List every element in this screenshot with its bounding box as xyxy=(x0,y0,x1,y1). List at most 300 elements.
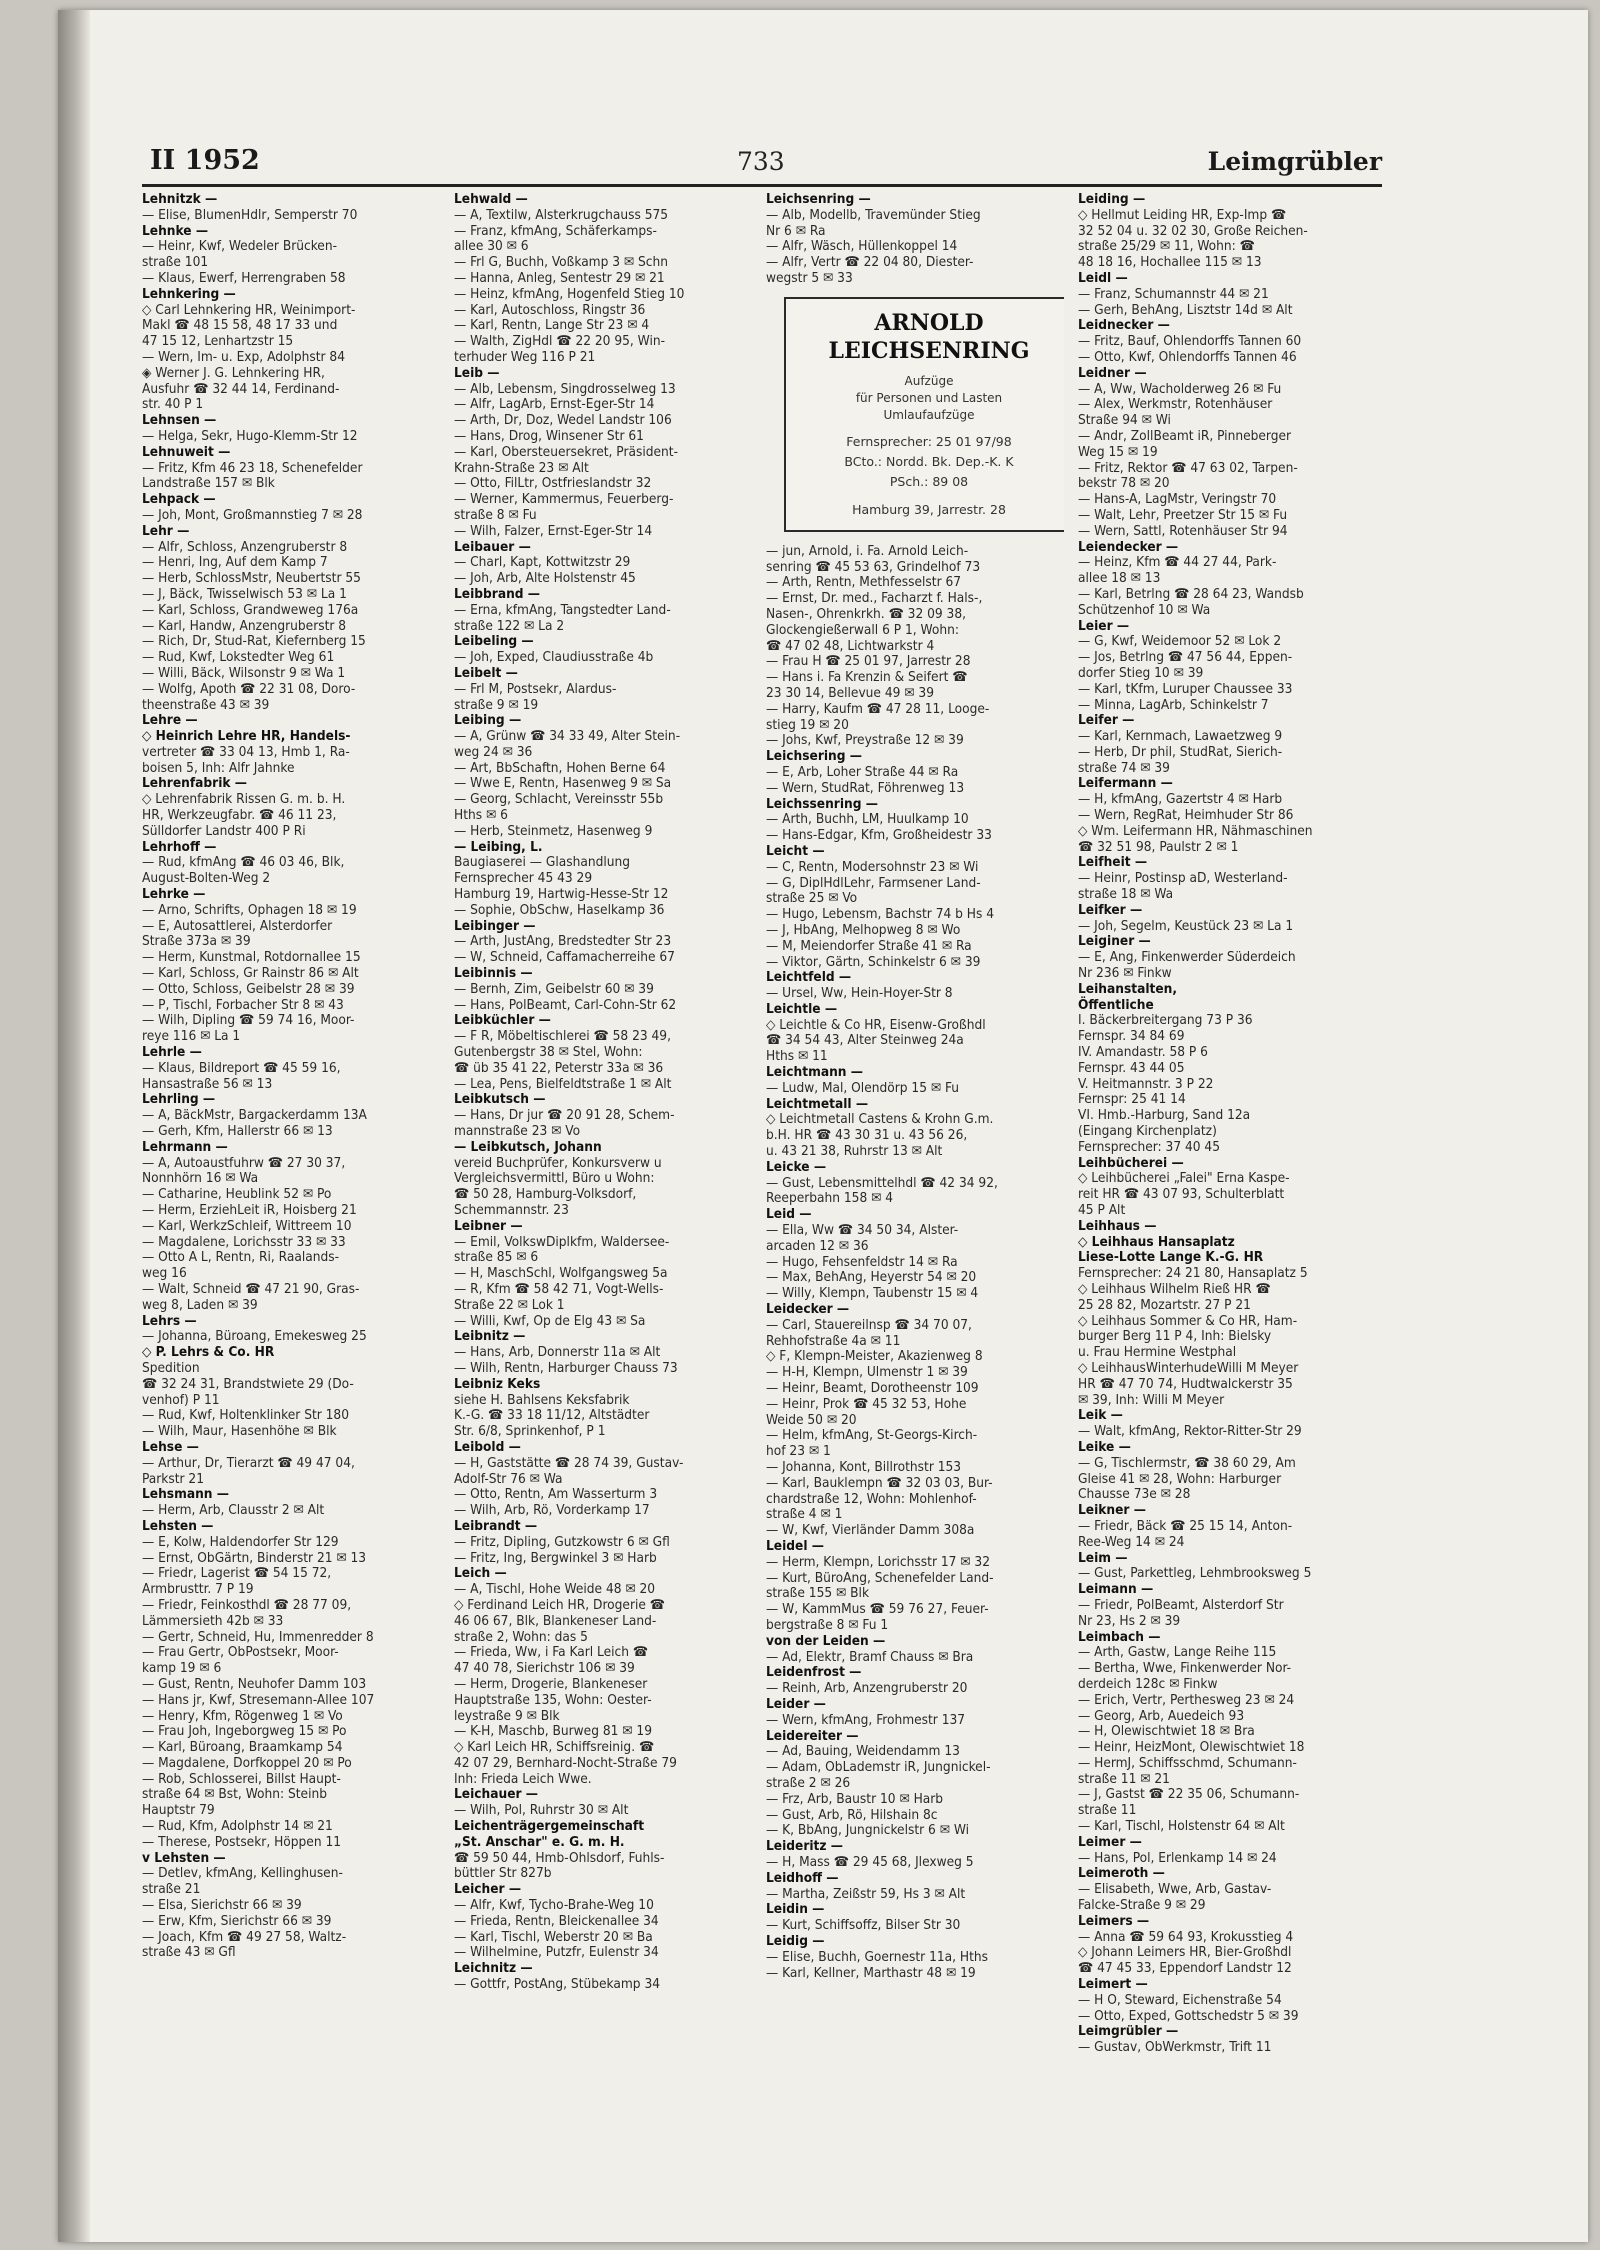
page-number: 733 xyxy=(737,147,785,176)
directory-line: — Hans i. Fa Krenzin & Seifert ☎ xyxy=(766,669,968,686)
directory-line: — Hans, Arb, Donnerstr 11a ✉ Alt xyxy=(454,1344,661,1361)
directory-line: — Hans-A, LagMstr, Veringstr 70 xyxy=(1078,491,1277,508)
directory-line: — Friedr, Feinkosthdl ☎ 28 77 09, xyxy=(142,1596,352,1613)
directory-line: — G, Kwf, Weidemoor 52 ✉ Lok 2 xyxy=(1078,633,1282,650)
directory-line: — Johanna, Kont, Billrothstr 153 xyxy=(766,1459,962,1475)
directory-line: — Walt, kfmAng, Rektor-Ritter-Str 29 xyxy=(1078,1423,1302,1440)
directory-line: b.H. HR ☎ 43 30 31 u. 43 56 26, xyxy=(766,1127,968,1144)
directory-line: — W, Schneid, Caffamacherreihe 67 xyxy=(454,949,675,966)
directory-line: — G, DiplHdlLehr, Farmsener Land- xyxy=(766,874,981,891)
directory-line: 47 40 78, Sierichstr 106 ✉ 39 xyxy=(454,1660,635,1677)
directory-line: ◇ Wm. Leifermann HR, Nähmaschinen xyxy=(1078,822,1313,839)
directory-line: ◇ Heinrich Lehre HR, Handels- xyxy=(142,728,351,745)
directory-line: straße 25 ✉ Vo xyxy=(766,890,858,907)
directory-line: — Karl, Schloss, Gr Rainstr 86 ✉ Alt xyxy=(142,965,359,982)
directory-line: Leibinnis — xyxy=(454,965,533,982)
directory-line: ☎ üb 35 41 22, Peterstr 33a ✉ 36 xyxy=(454,1059,664,1076)
directory-line: Leibnitz — xyxy=(454,1328,526,1345)
directory-line: Leidner — xyxy=(1078,364,1147,381)
directory-line: Leich — xyxy=(454,1565,507,1582)
directory-line: ☎ 32 51 98, Paulstr 2 ✉ 1 xyxy=(1078,838,1239,855)
directory-line: — Gerh, BehAng, Lisztstr 14d ✉ Alt xyxy=(1078,301,1293,318)
directory-line: — Catharine, Heublink 52 ✉ Po xyxy=(142,1186,332,1203)
directory-line: — Gustav, ObWerkmstr, Trift 11 xyxy=(1078,2039,1272,2056)
directory-line: — Ad, Bauing, Weidendamm 13 xyxy=(766,1743,960,1760)
directory-line: Leidereiter — xyxy=(766,1727,859,1744)
directory-line: — Helga, Sekr, Hugo-Klemm-Str 12 xyxy=(142,427,358,444)
ad-address: Hamburg 39, Jarrestr. 28 xyxy=(852,501,1006,517)
directory-line: Öffentliche xyxy=(1078,996,1154,1013)
directory-line: mannstraße 23 ✉ Vo xyxy=(454,1123,581,1140)
directory-line: — Karl, Obersteuersekret, Präsident- xyxy=(454,443,678,460)
column-1 xyxy=(142,192,440,2072)
directory-line: — Johanna, Büroang, Emekesweg 25 xyxy=(142,1328,367,1345)
directory-line: — E, Arb, Loher Straße 44 ✉ Ra xyxy=(766,763,959,780)
directory-line: Straße 373a ✉ 39 xyxy=(142,933,251,950)
directory-line: — Magdalene, Dorfkoppel 20 ✉ Po xyxy=(142,1754,352,1771)
directory-line: — Hugo, Fehsenfeldstr 14 ✉ Ra xyxy=(766,1253,958,1270)
directory-line: derdeich 128c ✉ Finkw xyxy=(1078,1675,1218,1692)
directory-line: reye 116 ✉ La 1 xyxy=(142,1028,241,1045)
directory-line: — Arno, Schrifts, Ophagen 18 ✉ 19 xyxy=(142,901,357,918)
directory-line: — Alfr, Kwf, Tycho-Brahe-Weg 10 xyxy=(454,1897,654,1914)
directory-line: Baugiaserei — Glashandlung xyxy=(454,854,631,871)
directory-line: — Erich, Vertr, Perthesweg 23 ✉ 24 xyxy=(1078,1691,1295,1708)
directory-line: — Karl, Autoschloss, Ringstr 36 xyxy=(454,301,646,318)
directory-line: ◇ Lehrenfabrik Rissen G. m. b. H. xyxy=(142,791,346,808)
directory-line: — Rud, Kfm, Adolphstr 14 ✉ 21 xyxy=(142,1818,333,1835)
directory-line: Weg 15 ✉ 19 xyxy=(1078,443,1158,460)
directory-line: Ree-Weg 14 ✉ 24 xyxy=(1078,1533,1185,1550)
directory-line: — Heinr, Kwf, Wedeler Brücken- xyxy=(142,238,338,255)
directory-line: — Fritz, Dipling, Gutzkowstr 6 ✉ Gfl xyxy=(454,1533,670,1550)
directory-line: boisen 5, Inh: Alfr Jahnke xyxy=(142,759,295,776)
directory-line: Leidel — xyxy=(766,1537,825,1554)
directory-line: Leibeling — xyxy=(454,633,534,650)
directory-line: — Herm, Drogerie, Blankeneser xyxy=(454,1675,648,1692)
directory-line: Leim — xyxy=(1078,1549,1128,1566)
directory-line: — Adam, ObLademstr iR, Jungnickel- xyxy=(766,1759,991,1776)
directory-line: straße 43 ✉ Gfl xyxy=(142,1944,236,1961)
directory-line: — Fritz, Kfm 46 23 18, Schenefelder xyxy=(142,459,363,476)
directory-line: — Kurt, BüroAng, Schenefelder Land- xyxy=(766,1569,994,1586)
directory-line: Lehnkering — xyxy=(142,285,236,302)
directory-line: Adolf-Str 76 ✉ Wa xyxy=(454,1470,563,1487)
directory-line: — Anna ☎ 59 64 93, Krokusstieg 4 xyxy=(1078,1928,1294,1945)
directory-line: vertreter ☎ 33 04 13, Hmb 1, Ra- xyxy=(142,743,350,760)
directory-line: Fernspr. 34 84 69 xyxy=(1078,1028,1185,1045)
directory-line: — Gust, Arb, Rö, Hilshain 8c xyxy=(766,1806,938,1823)
directory-line: Fernsprecher 45 43 29 xyxy=(454,870,593,887)
directory-line: — Alb, Modellb, Travemünder Stieg xyxy=(766,206,981,223)
directory-line: — Franz, kfmAng, Schäferkamps- xyxy=(454,222,657,239)
header-volume-year: II 1952 xyxy=(150,145,260,176)
directory-line: — Wolfg, Apoth ☎ 22 31 08, Doro- xyxy=(142,680,356,697)
directory-line: — Gerh, Kfm, Hallerstr 66 ✉ 13 xyxy=(142,1123,333,1140)
directory-line: — W, Kwf, Vierländer Damm 308a xyxy=(766,1522,975,1539)
directory-line: — Werner, Kammermus, Feuerberg- xyxy=(454,491,674,508)
directory-line: venhof) P 11 xyxy=(142,1391,220,1408)
directory-line: VI. Hmb.-Harburg, Sand 12a xyxy=(1078,1107,1251,1124)
directory-line: wegstr 5 ✉ 33 xyxy=(766,269,853,286)
directory-line: — H O, Steward, Eichenstraße 54 xyxy=(1078,1991,1282,2008)
directory-line: ◇ Carl Lehnkering HR, Weinimport- xyxy=(142,301,356,318)
directory-line: straße 155 ✉ Blk xyxy=(766,1585,870,1602)
directory-line: — Martha, Zeißstr 59, Hs 3 ✉ Alt xyxy=(766,1885,966,1902)
directory-line: — E, Kolw, Haldendorfer Str 129 xyxy=(142,1533,339,1550)
directory-line: — Herm, Arb, Clausstr 2 ✉ Alt xyxy=(142,1502,325,1519)
directory-line: — Max, BehAng, Heyerstr 54 ✉ 20 xyxy=(766,1269,977,1286)
directory-columns xyxy=(142,192,1382,2072)
directory-line: — H, Olewischtwiet 18 ✉ Bra xyxy=(1078,1723,1255,1740)
directory-line: ◇ P. Lehrs & Co. HR xyxy=(142,1344,275,1361)
directory-line: str. 40 P 1 xyxy=(142,396,204,413)
directory-line: straße 9 ✉ 19 xyxy=(454,696,539,713)
directory-line: — H, Mass ☎ 29 45 68, Jlexweg 5 xyxy=(766,1853,974,1870)
directory-line: — Karl, Büroang, Braamkamp 54 xyxy=(142,1739,343,1756)
directory-line: — Wilhelmine, Putzfr, Eulenstr 34 xyxy=(454,1944,659,1961)
directory-line: Leidnecker — xyxy=(1078,317,1170,334)
directory-line: ◇ Leihhaus Hansaplatz xyxy=(1078,1233,1235,1250)
directory-line: — Alfr, Schloss, Anzengruberstr 8 xyxy=(142,538,348,555)
directory-line: 46 06 67, Blk, Blankeneser Land- xyxy=(454,1612,657,1629)
directory-line: straße 4 ✉ 1 xyxy=(766,1506,843,1523)
directory-line: Chausse 73e ✉ 28 xyxy=(1078,1486,1191,1503)
directory-line: — Arth, Buchh, LM, Huulkamp 10 xyxy=(766,811,969,828)
directory-line: Leibinger — xyxy=(454,917,536,934)
ad-name-line-2: LEICHSENRING xyxy=(828,337,1030,364)
directory-line: — Klaus, Ewerf, Herrengraben 58 xyxy=(142,269,346,286)
directory-line: — Friedr, Bäck ☎ 25 15 14, Anton- xyxy=(1078,1517,1293,1534)
directory-line: Leibold — xyxy=(454,1438,521,1455)
directory-line: Vergleichsvermittl, Büro u Wohn: xyxy=(454,1170,655,1187)
directory-line: Leibauer — xyxy=(454,538,531,555)
directory-line: ◇ Leichtmetall Castens & Krohn G.m. xyxy=(766,1111,994,1128)
directory-line: reit HR ☎ 43 07 93, Schulterblatt xyxy=(1078,1186,1285,1203)
directory-line: Landstraße 157 ✉ Blk xyxy=(142,475,275,492)
directory-line: — Harry, Kaufm ☎ 47 28 11, Looge- xyxy=(766,700,990,717)
directory-line: Straße 22 ✉ Lok 1 xyxy=(454,1296,565,1313)
directory-line: von der Leiden — xyxy=(766,1632,886,1649)
header-rule xyxy=(142,184,1382,187)
column-3-top-entries xyxy=(766,192,1064,287)
ad-name-line-1: ARNOLD xyxy=(874,309,984,336)
directory-line: — Joh, Exped, Claudiusstraße 4b xyxy=(454,649,654,666)
header-last-entry: Leimgrübler xyxy=(1207,147,1382,176)
directory-line: — Elise, Buchh, Goernestr 11a, Hths xyxy=(766,1948,989,1965)
directory-line: — H-H, Klempn, Ulmenstr 1 ✉ 39 xyxy=(766,1364,968,1381)
ad-bank: BCto.: Nordd. Bk. Dep.-K. K xyxy=(844,453,1014,469)
directory-line: HR ☎ 47 70 74, Hudtwalckerstr 35 xyxy=(1078,1375,1293,1392)
directory-line: Leichtle — xyxy=(766,1000,838,1017)
directory-line: Lehsten — xyxy=(142,1517,214,1534)
column-4 xyxy=(1078,192,1376,2072)
directory-line: Leid — xyxy=(766,1206,812,1223)
column-2 xyxy=(454,192,752,2072)
directory-line: — Otto, Schloss, Geibelstr 28 ✉ 39 xyxy=(142,980,355,997)
directory-line: ☎ 47 02 48, Lichtwarkstr 4 xyxy=(766,637,935,654)
directory-line: 25 28 82, Mozartstr. 27 P 21 xyxy=(1078,1296,1251,1313)
directory-line: 23 30 14, Bellevue 49 ✉ 39 xyxy=(766,684,934,701)
directory-line: — Ella, Ww ☎ 34 50 34, Alster- xyxy=(766,1222,959,1239)
directory-line: Lehnke — xyxy=(142,222,209,239)
directory-line: weg 24 ✉ 36 xyxy=(454,743,533,760)
column-3-bottom-entries xyxy=(766,544,1064,1982)
directory-line: stieg 19 ✉ 20 xyxy=(766,716,849,733)
directory-line: — Andr, ZollBeamt iR, Pinneberger xyxy=(1078,427,1292,444)
directory-line: Makl ☎ 48 15 58, 48 17 33 und xyxy=(142,317,338,334)
directory-line: — Heinr, Beamt, Dorotheenstr 109 xyxy=(766,1380,979,1397)
directory-line: Leideritz — xyxy=(766,1838,844,1855)
directory-line: — Elsa, Sierichstr 66 ✉ 39 xyxy=(142,1897,302,1914)
directory-line: Leibing — xyxy=(454,712,522,729)
directory-line: — Rud, Kwf, Holtenklinker Str 180 xyxy=(142,1407,349,1424)
directory-line: — Wilh, Maur, Hasenhöhe ✉ Blk xyxy=(142,1423,337,1440)
directory-line: — Walt, Schneid ☎ 47 21 90, Gras- xyxy=(142,1280,360,1297)
directory-line: Leik — xyxy=(1078,1407,1123,1424)
directory-line: — Walth, ZigHdl ☎ 22 20 95, Win- xyxy=(454,333,666,350)
directory-line: burger Berg 11 P 4, Inh: Bielsky xyxy=(1078,1328,1272,1345)
directory-line: — Hans, Drog, Winsener Str 61 xyxy=(454,427,644,444)
directory-line: — J, HbAng, Melhopweg 8 ✉ Wo xyxy=(766,921,961,938)
directory-line: straße 11 ✉ 21 xyxy=(1078,1770,1170,1787)
directory-line: straße 11 xyxy=(1078,1802,1137,1819)
directory-line: Leibelt — xyxy=(454,664,518,681)
directory-line: 32 52 04 u. 32 02 30, Große Reichen- xyxy=(1078,222,1308,239)
directory-line: Leikner — xyxy=(1078,1502,1146,1519)
ad-phone: Fernsprecher: 25 01 97/98 xyxy=(846,433,1012,449)
directory-line: ◇ LeihhausWinterhudeWilli M Meyer xyxy=(1078,1359,1299,1376)
directory-line: — Karl, Rentn, Lange Str 23 ✉ 4 xyxy=(454,317,650,334)
directory-line: ◇ Karl Leich HR, Schiffsreinig. ☎ xyxy=(454,1739,655,1756)
directory-line: — R, Kfm ☎ 58 42 71, Vogt-Wells- xyxy=(454,1280,664,1297)
directory-line: hof 23 ✉ 1 xyxy=(766,1443,831,1460)
directory-line: — M, Meiendorfer Straße 41 ✉ Ra xyxy=(766,937,972,954)
directory-line: Leibrandt — xyxy=(454,1517,538,1534)
directory-line: Lehrmann — xyxy=(142,1138,228,1155)
directory-line: — Rob, Schlosserei, Billst Haupt- xyxy=(142,1770,341,1787)
directory-line: — F R, Möbeltischlerei ☎ 58 23 49, xyxy=(454,1028,671,1045)
directory-line: — Arthur, Dr, Tierarzt ☎ 49 47 04, xyxy=(142,1454,355,1471)
directory-line: ☎ 59 50 44, Hmb-Ohlsdorf, Fuhls- xyxy=(454,1849,665,1866)
directory-line: Lehnitzk — xyxy=(142,192,218,207)
directory-page xyxy=(58,10,1588,2242)
directory-line: Leiendecker — xyxy=(1078,538,1179,555)
directory-line: — Art, BbSchaftn, Hohen Berne 64 xyxy=(454,759,666,776)
directory-line: — Frau Gertr, ObPostsekr, Moor- xyxy=(142,1644,339,1661)
directory-line: — Arth, Rentn, Methfesselstr 67 xyxy=(766,574,962,591)
ad-subtitle-1: Aufzüge xyxy=(904,373,954,388)
directory-line: Leibniz Keks xyxy=(454,1375,541,1392)
directory-line: — A, Autoaustfuhrw ☎ 27 30 37, xyxy=(142,1154,346,1171)
directory-line: — Joh, Arb, Alte Holstenstr 45 xyxy=(454,570,636,587)
directory-line: — Herm, ErziehLeit iR, Hoisberg 21 xyxy=(142,1202,357,1218)
directory-line: — Herb, Steinmetz, Hasenweg 9 xyxy=(454,822,653,839)
directory-line: ☎ 32 24 31, Brandstwiete 29 (Do- xyxy=(142,1375,354,1392)
directory-line: — Wern, StudRat, Föhrenweg 13 xyxy=(766,779,965,796)
directory-line: — C, Rentn, Modersohnstr 23 ✉ Wi xyxy=(766,858,979,875)
directory-line: — Ad, Elektr, Bramf Chauss ✉ Bra xyxy=(766,1648,974,1665)
directory-line: — Therese, Postsekr, Höppen 11 xyxy=(142,1833,342,1850)
directory-line: ◇ Johann Leimers HR, Bier-Großhdl xyxy=(1078,1944,1292,1961)
directory-line: — Wern, kfmAng, Frohmestr 137 xyxy=(766,1711,966,1728)
directory-line: — Ernst, Dr. med., Facharzt f. Hals-, xyxy=(766,590,983,607)
directory-line: — Charl, Kapt, Kottwitzstr 29 xyxy=(454,554,631,571)
directory-line: — jun, Arnold, i. Fa. Arnold Leich- xyxy=(766,542,969,559)
directory-line: — J, Gastst ☎ 22 35 06, Schumann- xyxy=(1078,1786,1300,1803)
directory-line: Lehrle — xyxy=(142,1044,202,1061)
directory-line: Spedition xyxy=(142,1359,200,1376)
directory-line: Leibbrand — xyxy=(454,585,541,602)
directory-line: Leimers — xyxy=(1078,1912,1150,1929)
directory-line: ☎ 47 45 33, Eppendorf Landstr 12 xyxy=(1078,1960,1292,1977)
directory-line: — Frz, Arb, Baustr 10 ✉ Harb xyxy=(766,1790,944,1807)
directory-line: Straße 94 ✉ Wi xyxy=(1078,412,1171,429)
directory-line: Liese-Lotte Lange K.-G. HR xyxy=(1078,1249,1264,1266)
directory-line: Leifheit — xyxy=(1078,854,1148,871)
directory-line: — Rud, Kwf, Lokstedter Weg 61 xyxy=(142,649,335,666)
directory-line: — Wilh, Arb, Rö, Vorderkamp 17 xyxy=(454,1502,650,1519)
directory-line: Lehpack — xyxy=(142,491,216,508)
directory-line: 48 18 16, Hochallee 115 ✉ 13 xyxy=(1078,254,1262,271)
directory-line: Nr 236 ✉ Finkw xyxy=(1078,965,1172,982)
directory-line: — Karl, Schloss, Grandweweg 176a xyxy=(142,601,359,618)
directory-line: Weide 50 ✉ 20 xyxy=(766,1411,857,1428)
directory-line: — Wilh, Rentn, Harburger Chauss 73 xyxy=(454,1359,678,1376)
directory-line: Leidl — xyxy=(1078,269,1128,286)
directory-line: — Detlev, kfmAng, Kellinghusen- xyxy=(142,1865,343,1882)
directory-line: — Reinh, Arb, Anzengruberstr 20 xyxy=(766,1680,968,1697)
directory-line: — Arth, Dr, Doz, Wedel Landstr 106 xyxy=(454,412,672,429)
directory-line: straße 74 ✉ 39 xyxy=(1078,759,1170,776)
directory-line: ◇ Leichtle & Co HR, Eisenw-Großhdl xyxy=(766,1016,986,1033)
directory-line: Lehnsen — xyxy=(142,412,217,429)
directory-line: Leichauer — xyxy=(454,1786,539,1803)
directory-line: u. 43 21 38, Ruhrstr 13 ✉ Alt xyxy=(766,1143,943,1160)
directory-line: — Heinz, kfmAng, Hogenfeld Stieg 10 xyxy=(454,285,685,302)
directory-line: arcaden 12 ✉ 36 xyxy=(766,1237,869,1254)
directory-line: — Otto A L, Rentn, Ri, Raalands- xyxy=(142,1249,340,1266)
directory-line: ✉ 39, Inh: Willi M Meyer xyxy=(1078,1391,1225,1408)
directory-line: Leimer — xyxy=(1078,1833,1142,1850)
directory-line: Leifer — xyxy=(1078,712,1135,729)
directory-line: — Hanna, Anleg, Sentestr 29 ✉ 21 xyxy=(454,269,665,286)
directory-line: Fernsprecher: 37 40 45 xyxy=(1078,1138,1220,1155)
directory-line: — Hans, PolBeamt, Carl-Cohn-Str 62 xyxy=(454,996,677,1013)
directory-line: Inh: Frieda Leich Wwe. xyxy=(454,1770,592,1787)
directory-line: Leider — xyxy=(766,1695,826,1712)
directory-line: Leibküchler — xyxy=(454,1012,551,1029)
directory-line: — Joh, Mont, Großmannstieg 7 ✉ 28 xyxy=(142,506,363,523)
directory-line: — Arth, Gastw, Lange Reihe 115 xyxy=(1078,1644,1277,1661)
directory-line: dorfer Stieg 10 ✉ 39 xyxy=(1078,664,1204,681)
page-header xyxy=(142,142,1382,182)
directory-line: — Ursel, Ww, Hein-Hoyer-Str 8 xyxy=(766,985,953,1002)
directory-line: — Erw, Kfm, Sierichstr 66 ✉ 39 xyxy=(142,1912,332,1929)
directory-line: Leib — xyxy=(454,364,500,381)
directory-line: — K-H, Maschb, Burweg 81 ✉ 19 xyxy=(454,1723,652,1740)
directory-line: weg 16 xyxy=(142,1265,187,1282)
directory-line: ◇ Leihhaus Sommer & Co HR, Ham- xyxy=(1078,1312,1298,1329)
directory-line: leystraße 9 ✉ Blk xyxy=(454,1707,560,1724)
directory-line: Glockengießerwall 6 P 1, Wohn: xyxy=(766,621,959,638)
directory-line: — Jos, Betrlng ☎ 47 56 44, Eppen- xyxy=(1078,649,1293,666)
directory-line: — Karl, Bauklempn ☎ 32 03 03, Bur- xyxy=(766,1474,993,1491)
ad-postscheck: PSch.: 89 08 xyxy=(889,473,969,489)
directory-line: allee 18 ✉ 13 xyxy=(1078,570,1161,587)
directory-line: Lehsmann — xyxy=(142,1486,229,1503)
directory-line: Leike — xyxy=(1078,1438,1131,1455)
directory-line: — Karl, tKfm, Luruper Chaussee 33 xyxy=(1078,680,1293,697)
directory-line: — Otto, Kwf, Ohlendorffs Tannen 46 xyxy=(1078,348,1297,365)
directory-line: — Alex, Werkmstr, Rotenhäuser xyxy=(1078,396,1273,413)
directory-line: Leihbücherei — xyxy=(1078,1154,1184,1171)
directory-line: Leimgrübler — xyxy=(1078,2023,1179,2040)
directory-line: IV. Amandastr. 58 P 6 xyxy=(1078,1044,1208,1061)
directory-line: Parkstr 21 xyxy=(142,1470,204,1487)
directory-line: — Leibkutsch, Johann xyxy=(454,1138,602,1155)
directory-line: — Friedr, PolBeamt, Alsterdorf Str xyxy=(1078,1596,1284,1613)
directory-line: ◇ Ferdinand Leich HR, Drogerie ☎ xyxy=(454,1596,666,1613)
directory-line: — Karl, Handw, Anzengruberstr 8 xyxy=(142,617,347,634)
directory-line: Lehrhoff — xyxy=(142,838,217,855)
directory-line: Lehrenfabrik — xyxy=(142,775,247,792)
directory-line: — A, Ww, Wacholderweg 26 ✉ Fu xyxy=(1078,380,1282,397)
directory-line: — Johs, Kwf, Preystraße 12 ✉ 39 xyxy=(766,732,964,749)
directory-line: — Herb, Dr phil, StudRat, Sierich- xyxy=(1078,743,1283,760)
directory-line: — Gertr, Schneid, Hu, Immenredder 8 xyxy=(142,1628,374,1645)
directory-line: — Herb, SchlossMstr, Neubertstr 55 xyxy=(142,570,361,587)
directory-line: — Henry, Kfm, Rögenweg 1 ✉ Vo xyxy=(142,1707,343,1724)
directory-line: (Eingang Kirchenplatz) xyxy=(1078,1123,1217,1140)
directory-line: Hauptstraße 135, Wohn: Oester- xyxy=(454,1691,652,1708)
directory-line: Falcke-Straße 9 ✉ 29 xyxy=(1078,1897,1206,1914)
directory-line: straße 101 xyxy=(142,254,209,271)
directory-line: ◈ Werner J. G. Lehnkering HR, xyxy=(142,364,325,381)
directory-line: Leiding — xyxy=(1078,192,1146,207)
directory-line: Leimert — xyxy=(1078,1976,1148,1993)
directory-line: straße 122 ✉ La 2 xyxy=(454,617,565,634)
directory-line: — Hugo, Lebensm, Bachstr 74 b Hs 4 xyxy=(766,906,995,923)
ad-subtitle-3: Umlaufaufzüge xyxy=(883,407,975,422)
directory-line: — Hans, Dr jur ☎ 20 91 28, Schem- xyxy=(454,1107,675,1124)
directory-line: Leibkutsch — xyxy=(454,1091,546,1108)
directory-line: — H, MaschSchl, Wolfgangsweg 5a xyxy=(454,1265,668,1282)
directory-line: Nr 6 ✉ Ra xyxy=(766,222,826,239)
directory-line: straße 25/29 ✉ 11, Wohn: ☎ xyxy=(1078,238,1255,255)
directory-line: — Hans, Pol, Erlenkamp 14 ✉ 24 xyxy=(1078,1849,1277,1866)
directory-line: — Elisabeth, Wwe, Arb, Gastav- xyxy=(1078,1881,1272,1898)
directory-line: Lehse — xyxy=(142,1438,199,1455)
directory-line: — E, Autosattlerei, Alsterdorfer xyxy=(142,917,333,934)
directory-line: ◇ Leihhaus Wilhelm Rieß HR ☎ xyxy=(1078,1280,1271,1297)
directory-line: — H, kfmAng, Gazertstr 4 ✉ Harb xyxy=(1078,791,1283,808)
directory-line: — Gust, Rentn, Neuhofer Damm 103 xyxy=(142,1675,367,1692)
directory-line: K.-G. ☎ 33 18 11/12, Altstädter xyxy=(454,1407,650,1424)
directory-line: u. Frau Hermine Westphal xyxy=(1078,1344,1237,1361)
directory-line: — HermJ, Schiffsschmd, Schumann- xyxy=(1078,1754,1297,1771)
directory-line: Nasen-, Ohrenkrkh. ☎ 32 09 38, xyxy=(766,605,967,622)
column-3 xyxy=(766,192,1064,2072)
directory-line: — Frl M, Postsekr, Alardus- xyxy=(454,680,617,697)
directory-line: — Alfr, Vertr ☎ 22 04 80, Diester- xyxy=(766,254,974,271)
directory-line: — Wern, RegRat, Heimhuder Str 86 xyxy=(1078,807,1294,824)
directory-line: — Herm, Klempn, Lorichsstr 17 ✉ 32 xyxy=(766,1553,990,1570)
directory-line: — Rud, kfmAng ☎ 46 03 46, Blk, xyxy=(142,854,345,871)
directory-line: — Arth, JustAng, Bredstedter Str 23 xyxy=(454,933,672,950)
directory-line: — Joach, Kfm ☎ 49 27 58, Waltz- xyxy=(142,1928,347,1945)
ad-subtitle-2: für Personen und Lasten xyxy=(855,390,1003,405)
